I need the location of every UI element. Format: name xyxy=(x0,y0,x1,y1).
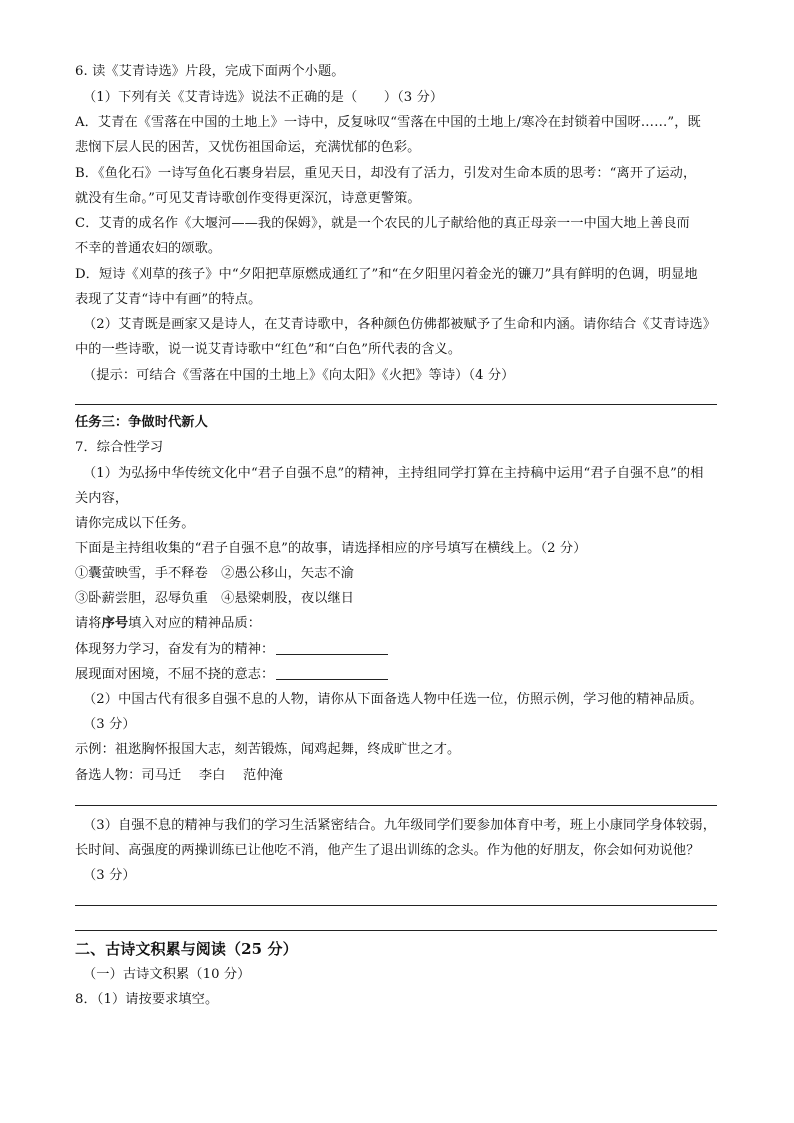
task3-title: 任务三：争做时代新人 xyxy=(75,415,208,430)
q7-instruction-a: 请将 xyxy=(75,616,102,631)
q6-sub1: （1）下列有关《艾青诗选》说法不正确的是（ ）（3 分） xyxy=(83,90,444,105)
q7-quality2 xyxy=(75,666,725,684)
q7-sub1-line3: 请你完成以下任务。 xyxy=(75,516,195,531)
q6-option-b-line2: 就没有生命。”可见艾青诗歌创作变得更深沉，诗意更警策。 xyxy=(75,191,421,206)
answer-blank[interactable] xyxy=(276,666,388,680)
q7-example: 示例：祖逖胸怀报国大志，刻苦锻炼，闻鸡起舞，终成旷世之才。 xyxy=(75,742,461,757)
q6-sub2-line1: （2）艾青既是画家又是诗人，在艾青诗歌中，各种颜色仿佛都被赋予了生命和内涵。请你结合《艾青诗选》 xyxy=(83,317,716,332)
q7-sub2-line2: （3 分） xyxy=(83,717,136,732)
q6-hint: （提示：可结合《雪落在中国的土地上》《向太阳》《火把》等诗）（4 分） xyxy=(83,368,515,383)
q6-option-d-line2: 表现了艾青“诗中有画”的特点。 xyxy=(75,292,262,307)
q7-candidates: 备选人物：司马迁 李白 范仲淹 xyxy=(75,768,283,783)
q8-title: 8．（1）请按要求填空。 xyxy=(75,992,219,1007)
q6-title: 6. 读《艾青诗选》片段，完成下面两个小题。 xyxy=(75,64,345,79)
q6-option-d-line1: D．短诗《刈草的孩子》中“夕阳把草原燃成通红了”和“在夕阳里闪着金光的镰刀”具有鲜明的色调，明显地 xyxy=(75,267,698,282)
q6-option-a-line2: 悲悯下层人民的困苦，又忧伤祖国命运，充满忧郁的色彩。 xyxy=(75,140,421,155)
q6-option-c-line1: C．艾青的成名作《大堰河——我的保姆》，就是一个农民的儿子献给他的真正母亲一一中国大地上善良而 xyxy=(75,216,690,231)
q6-option-b-line1: B．《鱼化石》一诗写鱼化石裹身岩层，重见天日，却没有了活力，引发对生命本质的思考：“离开了运动， xyxy=(75,166,697,181)
q6-sub2-line2: 中的一些诗歌，说一说艾青诗歌中“红色”和“白色”所代表的含义。 xyxy=(75,342,462,357)
q7-quality2-label: 展现面对困境，不屈不挠的意志： xyxy=(75,667,275,682)
answer-blank[interactable] xyxy=(276,641,388,655)
q6-option-c-line2: 不幸的普通农妇的颂歌。 xyxy=(75,241,222,256)
q7-quality1 xyxy=(75,641,725,659)
q7-sub1-line4: 下面是主持组收集的“君子自强不息”的故事，请选择相应的序号填写在横线上。（2 分） xyxy=(75,541,587,556)
answer-line[interactable] xyxy=(75,930,717,931)
q7-stories-line2: ③卧薪尝胆，忍辱负重 ④悬梁刺股，夜以继日 xyxy=(75,591,355,606)
q7-instruction xyxy=(75,615,725,633)
q7-title: 7．综合性学习 xyxy=(75,440,164,455)
section2-title: 二、古诗文积累与阅读（25 分） xyxy=(75,940,298,958)
q7-instruction-b: 填入对应的精神品质： xyxy=(128,616,262,631)
answer-line[interactable] xyxy=(75,805,717,806)
q7-sub2-line1: （2）中国古代有很多自强不息的人物，请你从下面备选人物中任选一位，仿照示例，学习他的精神品质。 xyxy=(83,692,703,707)
q6-option-a-line1: A．艾青在《雪落在中国的土地上》一诗中，反复咏叹“雪落在中国的土地上/寒冷在封锁着中国呀……”，既 xyxy=(75,115,701,130)
q7-sub1-line2: 关内容， xyxy=(75,491,129,506)
q7-instruction-bold: 序号 xyxy=(101,616,129,631)
q7-quality1-label: 体现努力学习，奋发有为的精神： xyxy=(75,642,275,657)
q7-sub3-line1: （3）自强不息的精神与我们的学习生活紧密结合。九年级同学们要参加体育中考，班上小康同学身体较弱， xyxy=(83,818,716,833)
q7-sub3-line3: （3 分） xyxy=(83,868,136,883)
q7-sub3-line2: 长时间、高强度的两操训练已让他吃不消，他产生了退出训练的念头。作为他的好朋友，你会如何劝说他？ xyxy=(75,843,700,858)
answer-line[interactable] xyxy=(75,905,717,906)
answer-line[interactable] xyxy=(75,404,717,405)
q7-stories-line1: ①囊萤映雪，手不释卷 ②愚公移山，矢志不渝 xyxy=(75,566,355,581)
section2-subtitle: （一）古诗文积累（10 分） xyxy=(83,967,251,982)
q7-sub1-line1: （1）为弘扬中华传统文化中“君子自强不息”的精神，主持组同学打算在主持稿中运用“君子自强不息”的相 xyxy=(83,466,704,481)
